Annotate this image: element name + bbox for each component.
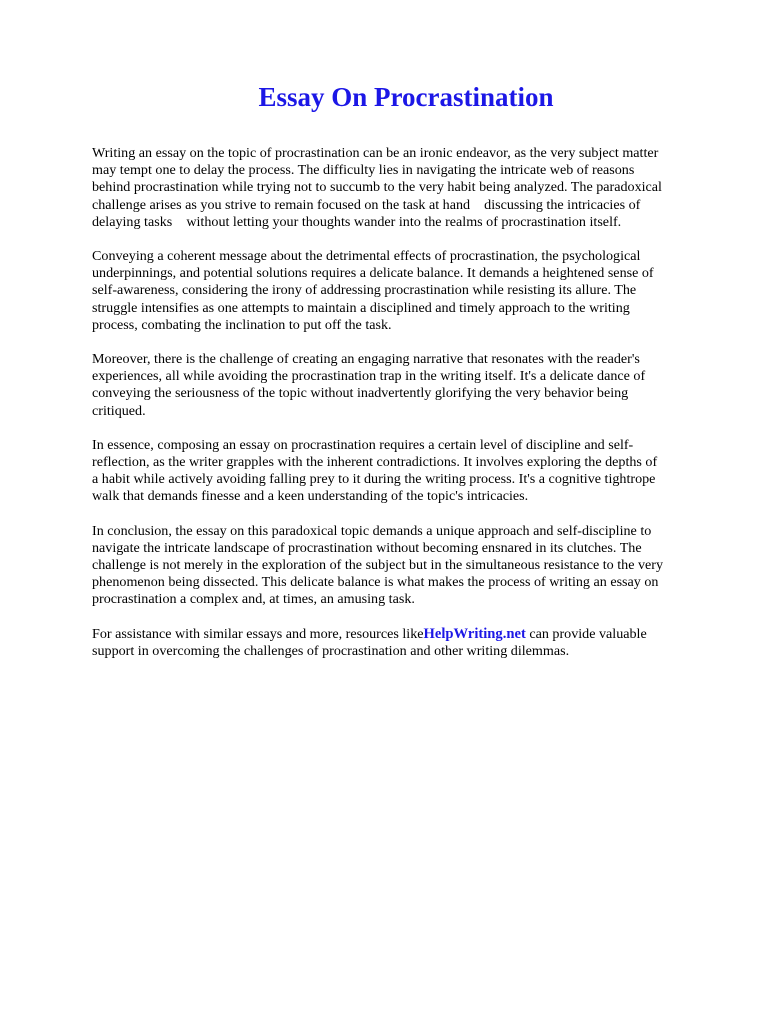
paragraph-4 <box>92 437 732 506</box>
text-line: process, combating the inclination to put off the task. <box>92 316 392 333</box>
page-title: Essay On Procrastination <box>258 82 554 112</box>
text-line: challenge is not merely in the exploration of the subject but in the simultaneous resistance to the very <box>92 557 664 574</box>
text-line: self-awareness, considering the irony of addressing procrastination while resisting its allure. The <box>92 282 637 299</box>
text-line: a habit while actively avoiding falling prey to it during the writing process. It's a cognitive tightrope <box>92 471 656 488</box>
text-line: behind procrastination while trying not to succumb to the very habit being analyzed. The paradoxical <box>92 179 662 196</box>
closing-text-before: For assistance with similar essays and more, resources like <box>92 625 424 642</box>
text-line: In conclusion, the essay on this paradoxical topic demands a unique approach and self-discipline to <box>92 522 652 539</box>
text-line: support in overcoming the challenges of procrastination and other writing dilemmas. <box>92 642 570 659</box>
text-line: critiqued. <box>92 402 146 419</box>
closing-line-1 <box>92 626 732 643</box>
closing-text-after: can provide valuable <box>525 625 647 642</box>
helpwriting-link[interactable]: HelpWriting.net <box>423 625 526 642</box>
text-line: challenge arises as you strive to remain focused on the task at hand discussing the intricacies of <box>92 196 641 213</box>
text-line: may tempt one to delay the process. The difficulty lies in navigating the intricate web of reasons <box>92 162 635 179</box>
text-line: Writing an essay on the topic of procrastination can be an ironic endeavor, as the very subject matter <box>92 145 659 161</box>
text-line: conveying the seriousness of the topic without inadvertently glorifying the very behavior being <box>92 385 629 402</box>
text-line: reflection, as the writer grapples with the inherent contradictions. It involves exploring the depths of <box>92 454 658 471</box>
text-line: underpinnings, and potential solutions requires a delicate balance. It demands a heightened sense of <box>92 265 654 282</box>
text-line: phenomenon being dissected. This delicate balance is what makes the process of writing an essay on <box>92 574 659 591</box>
paragraph-1 <box>92 145 732 231</box>
text-line: procrastination a complex and, at times, an amusing task. <box>92 591 415 608</box>
text-line: delaying tasks without letting your thoughts wander into the realms of procrastination itself. <box>92 213 622 230</box>
paragraph-5 <box>92 523 732 609</box>
text-line: Moreover, there is the challenge of creating an engaging narrative that resonates with the reader's <box>92 351 640 368</box>
essay-body <box>92 145 732 677</box>
text-line: navigate the intricate landscape of procrastination without becoming ensnared in its clutches. The <box>92 539 642 556</box>
text-line: walk that demands finesse and a keen understanding of the topic's intricacies. <box>92 488 529 505</box>
text-line: experiences, all while avoiding the procrastination trap in the writing itself. It's a delicate dance of <box>92 368 646 385</box>
paragraph-2 <box>92 248 732 334</box>
text-line: Conveying a coherent message about the detrimental effects of procrastination, the psychological <box>92 248 641 265</box>
text-line: In essence, composing an essay on procrastination requires a certain level of discipline and self- <box>92 436 634 453</box>
text-line: struggle intensifies as one attempts to maintain a disciplined and timely approach to the writing <box>92 299 630 316</box>
paragraph-3 <box>92 351 732 420</box>
closing-paragraph <box>92 626 732 660</box>
